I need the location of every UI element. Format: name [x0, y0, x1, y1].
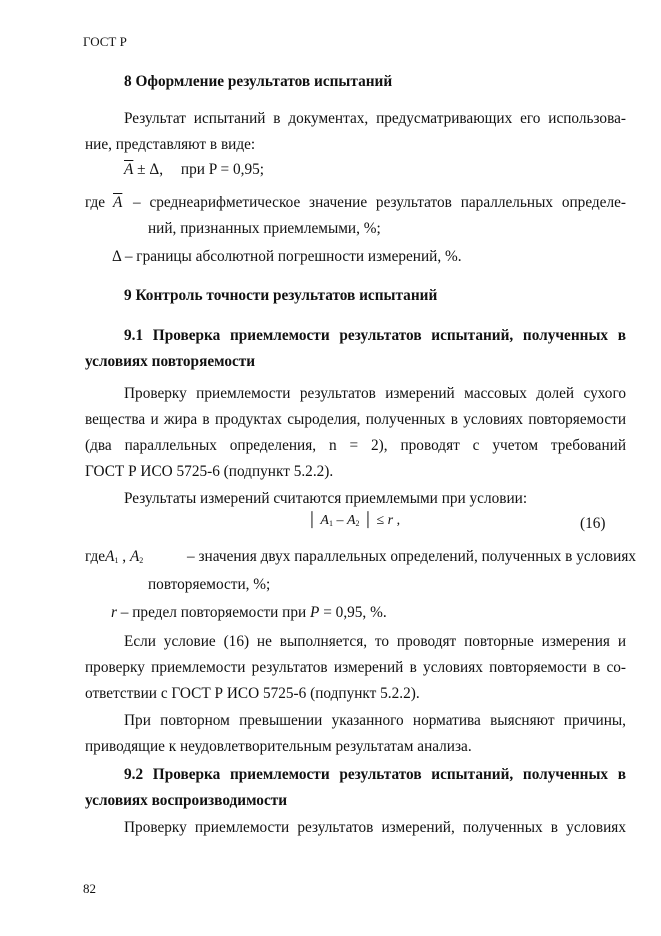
s8-para-line-2: ние, представляют в виде:: [85, 136, 256, 153]
equation-16: │ $A_1 - A_2$ │ ≤ r ,: [307, 513, 401, 528]
s91-para3-line-2: проверку приемлемости результатов измерений в условиях повторяемости в со-: [85, 659, 626, 676]
where-line-1: – среднеарифметическое значение результатов параллельных определе-: [133, 194, 626, 211]
where2-sub1: 1: [114, 556, 119, 565]
r-definition: [111, 604, 387, 622]
eq-a1: A: [320, 513, 329, 528]
s91-para-line-4: ГОСТ Р ИСО 5725-6 (подпункт 5.2.2).: [85, 463, 334, 480]
equation-number: (16): [580, 515, 606, 532]
eq-sub1: 1: [328, 519, 333, 528]
s91-para4-line-1: При повторном превышении указанного норматива выясняют причины,: [124, 712, 626, 729]
eq-minus: –: [332, 513, 347, 528]
s91-para-line-3: (два параллельных определения, n = 2), проводят с учетом требований: [85, 437, 626, 454]
formula-condition: при P = 0,95;: [180, 161, 264, 178]
eq-sub2: 2: [355, 519, 360, 528]
r-text-end: = 0,95, %.: [319, 604, 387, 621]
where-label: где: [85, 194, 106, 211]
where2-sub2: 2: [139, 556, 144, 565]
where2-line-1: – значения двух параллельных определений, полученных в условиях: [187, 548, 637, 565]
s91-para3-line-3: ответствии с ГОСТ Р ИСО 5725-6 (подпункт 5.2.2).: [85, 685, 420, 702]
s8-para-line-1: Результат испытаний в документах, предусматривающих его использова-: [124, 110, 626, 127]
section-9-1-title-line-1: 9.1 Проверка приемлемости результатов испытаний, полученных в: [124, 327, 626, 344]
eq-a2: A: [346, 513, 356, 528]
s91-para3-line-1: Если условие (16) не выполняется, то проводят повторные измерения и: [124, 633, 626, 650]
eq-le: ≤: [372, 513, 388, 528]
s91-para4-line-2: приводящие к неудовлетворительным результатам анализа.: [85, 738, 472, 755]
where-mean-sym: $\overline{A}$: [113, 194, 123, 211]
eq-comma: ,: [393, 513, 401, 528]
eq-r: r: [387, 513, 394, 528]
section-9-2-title-line-1: 9.2 Проверка приемлемости результатов испытаний, полученных в: [124, 766, 626, 783]
s92-para-line-1: Проверку приемлемости результатов измерений, полученных в условиях: [124, 819, 626, 836]
s91-para-line-2: вещества и жира в продуктах сыроделия, полученных в условиях повторяемости: [85, 411, 626, 428]
where2-a2: A: [129, 548, 140, 565]
s91-condition-intro: Результаты измерений считаются приемлемыми при условии:: [124, 490, 528, 507]
r-text: – предел повторяемости при: [116, 604, 311, 621]
section-9-title: 9 Контроль точности результатов испытаний: [124, 287, 438, 304]
section-9-2-title-line-2: условиях воспроизводимости: [85, 792, 288, 809]
r-symbol: r: [111, 604, 117, 621]
page-header: ГОСТ Р: [83, 34, 127, 49]
where-mean-symbol: [113, 194, 122, 212]
where2-sep: ,: [118, 548, 130, 565]
formula-mean-symbol: $\overline{A}$: [124, 161, 134, 178]
page-number: 82: [83, 881, 96, 896]
where-line-2: ний, признанных приемлемыми, %;: [148, 220, 381, 237]
section-9-1-title-line-2: условиях повторяемости: [85, 353, 256, 370]
s91-para-line-1: Проверку приемлемости результатов измерений массовых долей сухого: [124, 385, 626, 402]
section-8-title: 8 Оформление результатов испытаний: [124, 73, 393, 90]
where2-a1: A: [105, 548, 115, 565]
r-p-symbol: P: [310, 604, 320, 621]
formula-plusminus: ± Δ,: [133, 161, 164, 178]
where2-symbols: [85, 548, 143, 566]
where2-line-2: повторяемости, %;: [148, 576, 271, 593]
where2-label: где: [85, 548, 106, 565]
formula-result: [124, 161, 264, 179]
delta-definition: Δ – границы абсолютной погрешности измерений, %.: [112, 248, 462, 265]
